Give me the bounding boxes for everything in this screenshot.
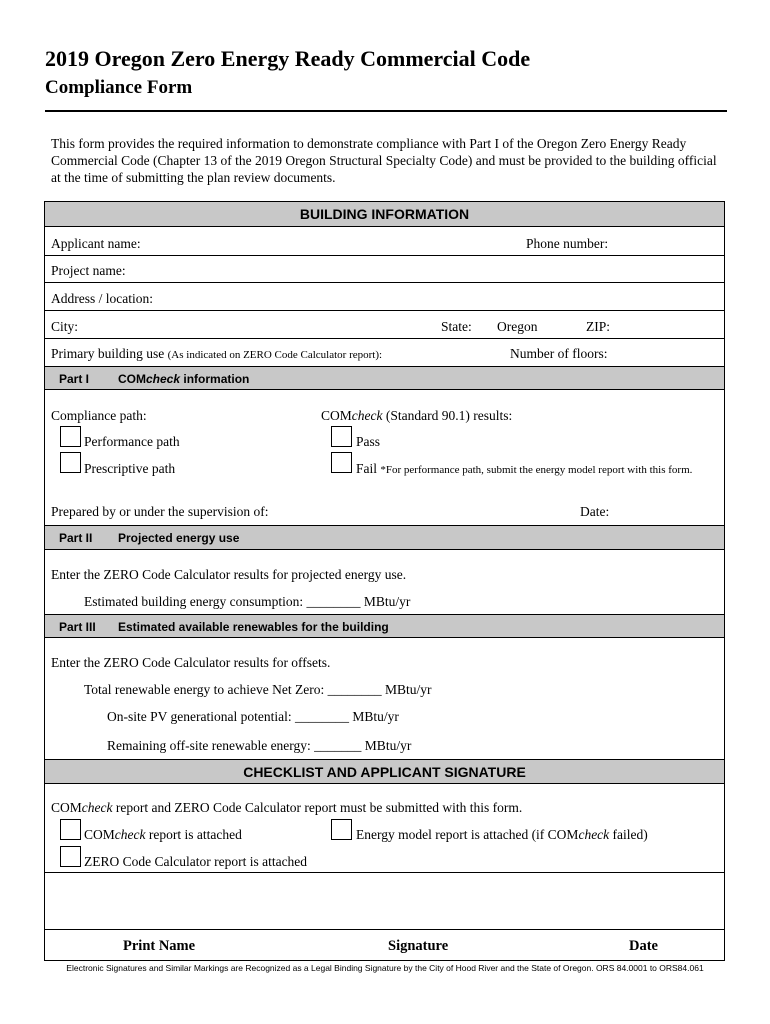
comcheck-attached-prefix: COM [84, 827, 115, 842]
checklist-heading: CHECKLIST AND APPLICANT SIGNATURE [243, 764, 526, 780]
part3-title: Estimated available renewables for the building [118, 620, 389, 634]
row-divider [45, 282, 724, 283]
intro-paragraph: This form provides the required information to demonstrate compliance with Part I of the Oregon Zero Energy Ready Commercial Code (Chapter 13 of the 2019 Oregon Structural Specialty Code) and must be provided to the building official at the time of submitting the plan review documents. [51, 136, 717, 185]
part1-title-italic: check [146, 372, 181, 386]
prescriptive-path-label: Prescriptive path [84, 461, 176, 476]
address-label: Address / location: [51, 291, 153, 306]
floors-label: Number of floors: [510, 346, 608, 361]
zero-code-checkbox[interactable] [60, 846, 81, 867]
state-value: Oregon [497, 319, 538, 334]
checklist-instruction-suffix: report and ZERO Code Calculator report must be submitted with this form. [112, 800, 523, 815]
primary-use-text: Primary building use [51, 346, 165, 361]
energy-model-label [356, 827, 648, 843]
primary-use-note: (As indicated on ZERO Code Calculator report): [167, 349, 383, 361]
results-prefix: COM [321, 408, 352, 423]
results-italic: check [351, 408, 383, 423]
part1-label: Part I [59, 372, 90, 386]
part2-label: Part II [59, 531, 93, 545]
title-divider [45, 110, 727, 112]
part1-title [118, 372, 249, 386]
row-divider [45, 255, 724, 256]
row-divider [45, 310, 724, 311]
part1-title-suffix: information [180, 372, 250, 386]
offsite-renewable-line: Remaining off-site renewable energy: _______ MBtu/yr [107, 738, 412, 753]
zip-label: ZIP: [586, 319, 611, 334]
fail-note: *For performance path, submit the energy model report with this form. [380, 464, 693, 476]
date-label: Date: [580, 504, 610, 519]
phone-number-label: Phone number: [526, 236, 609, 251]
pass-checkbox[interactable] [331, 426, 352, 447]
compliance-path-label: Compliance path: [51, 408, 147, 423]
part1-title-prefix: COM [118, 372, 146, 386]
checklist-instruction-italic: check [81, 800, 113, 815]
prepared-by-label: Prepared by or under the supervision of: [51, 504, 269, 519]
checklist-instruction [51, 800, 522, 816]
project-name-label: Project name: [51, 263, 126, 278]
state-label: State: [441, 319, 472, 334]
energy-model-checkbox[interactable] [331, 819, 352, 840]
fail-checkbox[interactable] [331, 452, 352, 473]
performance-path-label: Performance path [84, 434, 180, 449]
building-info-header [45, 202, 724, 227]
part3-instruction: Enter the ZERO Code Calculator results for offsets. [51, 655, 331, 670]
signature-label: Signature [388, 938, 449, 954]
city-label: City: [51, 319, 79, 334]
onsite-pv-line: On-site PV generational potential: ________ MBtu/yr [107, 709, 399, 724]
signature-line [45, 929, 724, 930]
applicant-name-label: Applicant name: [51, 236, 141, 251]
print-name-label: Print Name [123, 938, 196, 954]
legal-footer: Electronic Signatures and Similar Markings are Recognized as a Legal Binding Signature by the City of Hood River and the State of Oregon. ORS 84.0001 to ORS84.061 [66, 963, 704, 973]
energy-consumption-line: Estimated building energy consumption: ________ MBtu/yr [84, 594, 411, 609]
primary-use-label [51, 346, 382, 362]
comcheck-attached-label [84, 827, 242, 843]
total-renewable-line: Total renewable energy to achieve Net Zero: ________ MBtu/yr [84, 682, 432, 697]
signature-area-top [45, 872, 724, 873]
part3-label: Part III [59, 620, 96, 634]
comcheck-attached-checkbox[interactable] [60, 819, 81, 840]
part1-header [45, 366, 724, 390]
energy-model-suffix: failed) [609, 827, 648, 842]
compliance-form [44, 201, 725, 961]
checklist-instruction-prefix: COM [51, 800, 82, 815]
building-info-heading: BUILDING INFORMATION [299, 206, 470, 222]
part3-header [45, 614, 724, 638]
signature-date-label: Date [629, 938, 658, 954]
fail-label [356, 461, 692, 477]
energy-model-italic: check [578, 827, 610, 842]
comcheck-attached-suffix: report is attached [145, 827, 242, 842]
prescriptive-path-checkbox[interactable] [60, 452, 81, 473]
comcheck-attached-italic: check [114, 827, 146, 842]
row-divider [45, 338, 724, 339]
part2-instruction: Enter the ZERO Code Calculator results for projected energy use. [51, 567, 407, 582]
results-suffix: (Standard 90.1) results: [382, 408, 513, 423]
comcheck-results-label [321, 408, 512, 424]
energy-model-prefix: Energy model report is attached (if COM [356, 827, 579, 842]
part2-header [45, 525, 724, 550]
checklist-header [45, 759, 724, 784]
pass-label: Pass [356, 434, 381, 449]
form-title: 2019 Oregon Zero Energy Ready Commercial Code [45, 46, 531, 71]
performance-path-checkbox[interactable] [60, 426, 81, 447]
part2-title: Projected energy use [118, 531, 240, 545]
zero-code-label: ZERO Code Calculator report is attached [84, 854, 308, 869]
fail-text: Fail [356, 461, 378, 476]
form-subtitle: Compliance Form [45, 77, 193, 98]
